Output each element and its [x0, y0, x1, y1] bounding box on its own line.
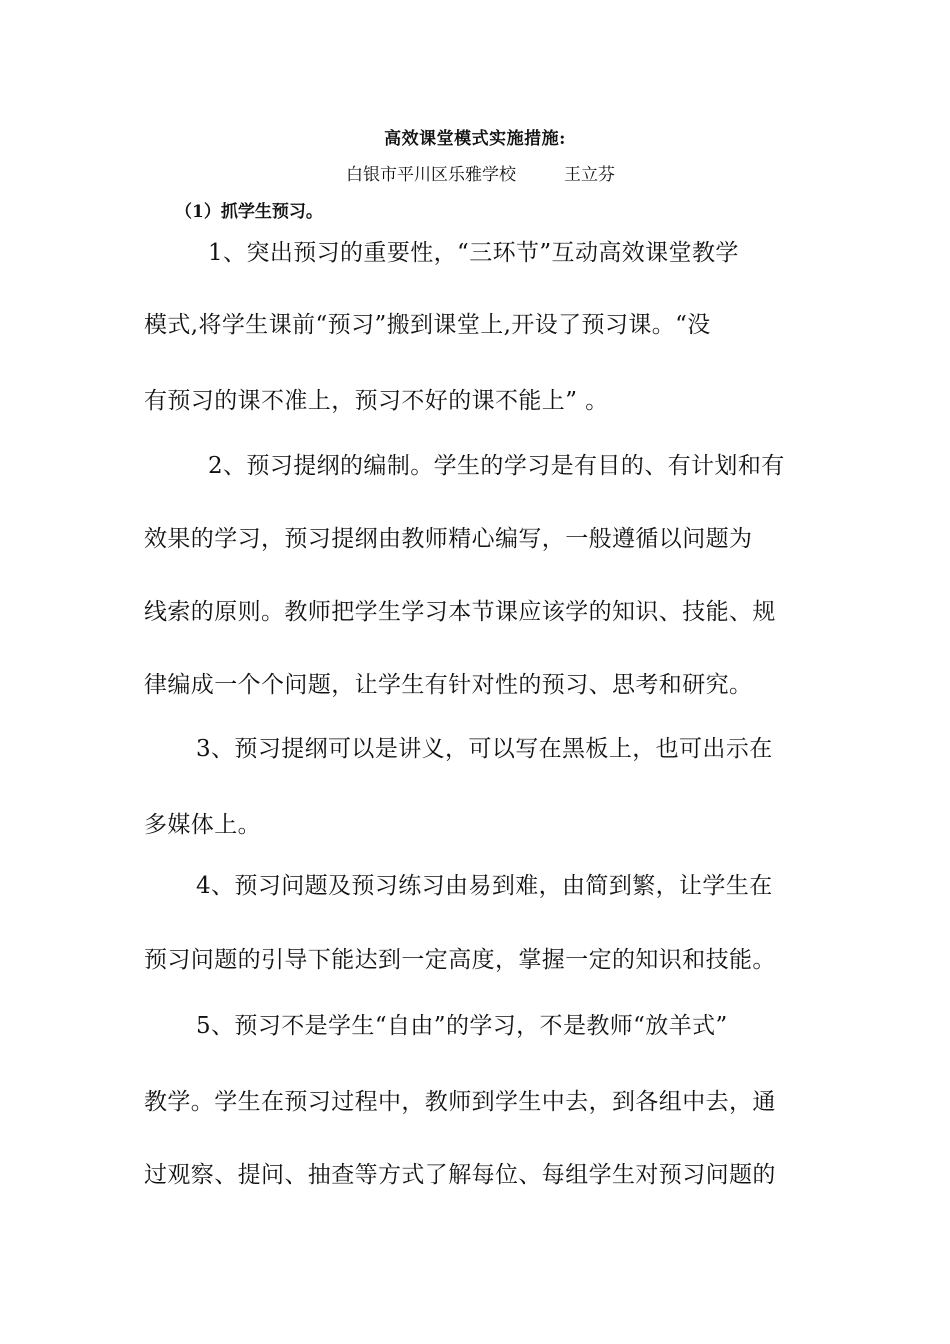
paragraph-line: 模式,将学生课前“预习”搬到课堂上,开设了预习课。“没: [144, 312, 711, 338]
school-name: 白银市平川区乐雅学校: [346, 165, 516, 185]
author-name: 王立芬: [564, 165, 615, 185]
paragraph-line: 2、预习提纲的编制。学生的学习是有目的、有计划和有: [208, 453, 785, 479]
paragraph-line: 多媒体上。: [144, 812, 261, 838]
paragraph-line: 教学。学生在预习过程中，教师到学生中去，到各组中去，通: [144, 1089, 776, 1115]
paragraph-line: 律编成一个个问题，让学生有针对性的预习、思考和研究。: [144, 672, 753, 698]
byline: [346, 160, 615, 185]
paragraph-line: 线索的原则。教师把学生学习本节课应该学的知识、技能、规: [144, 599, 776, 625]
paragraph-line: 3、预习提纲可以是讲义，可以写在黑板上，也可出示在: [196, 736, 773, 762]
paragraph-line: 效果的学习，预习提纲由教师精心编写，一般遵循以问题为: [144, 526, 753, 552]
paragraph-line: 5、预习不是学生“自由”的学习，不是教师“放羊式”: [196, 1013, 728, 1039]
paragraph-line: 1、突出预习的重要性，“三环节”互动高效课堂教学: [208, 240, 739, 266]
document-title: 高效课堂模式实施措施:: [384, 129, 566, 149]
paragraph-line: 有预习的课不准上，预习不好的课不能上” 。: [144, 388, 609, 414]
paragraph-line: 4、预习问题及预习练习由易到难，由简到繁，让学生在: [196, 873, 773, 899]
section-heading: （1）抓学生预习。: [175, 202, 323, 222]
paragraph-line: 预习问题的引导下能达到一定高度，掌握一定的知识和技能。: [144, 947, 776, 973]
paragraph-line: 过观察、提问、抽查等方式了解每位、每组学生对预习问题的: [144, 1162, 776, 1188]
